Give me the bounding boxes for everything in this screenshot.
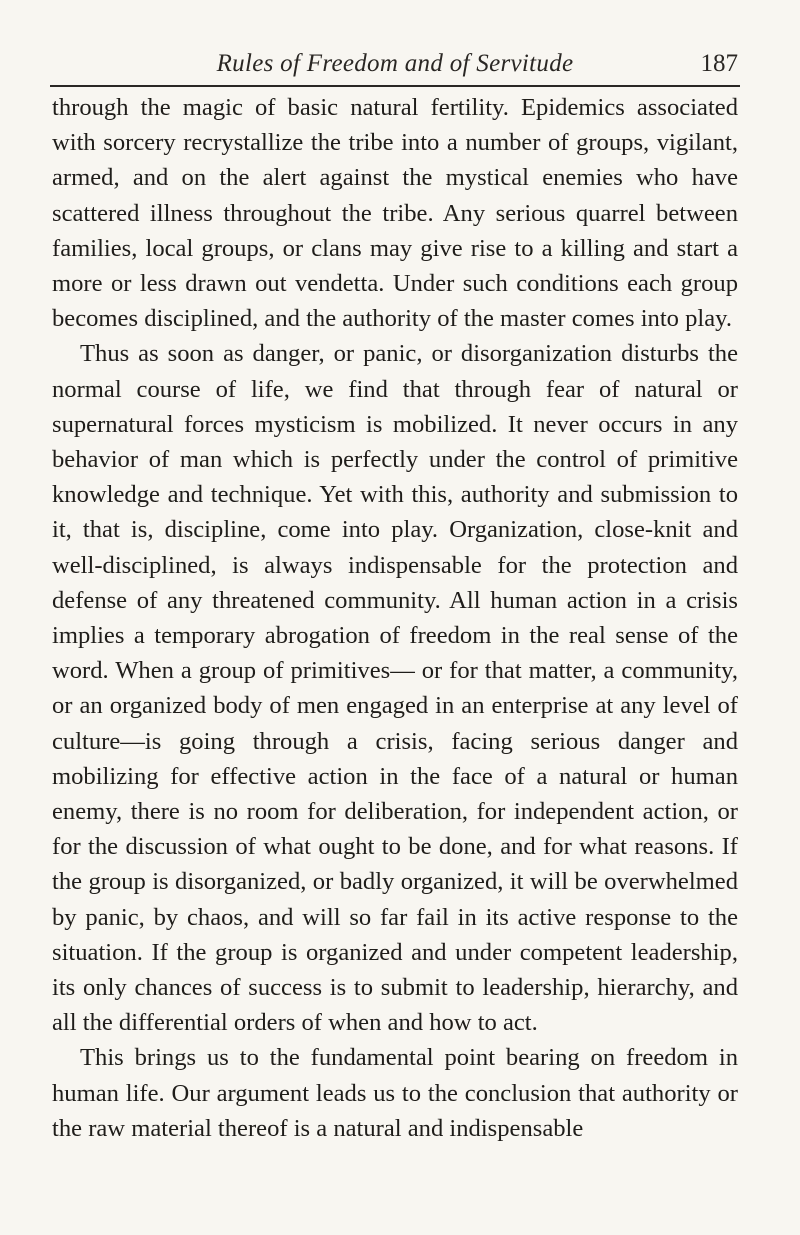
page-number: 187 <box>700 50 738 77</box>
running-head <box>52 50 738 86</box>
running-title: Rules of Freedom and of Servitude <box>216 50 574 77</box>
paragraph: Thus as soon as danger, or panic, or disorganization disturbs the normal course of life, we find that through fear of natural or supernatural forces mysticism is mobilized. It never occurs in any behavior of man which is perfectly under the control of primitive knowledge and technique. Yet with this, authority and submission to it, that is, discipline, come into play. Organization, close-knit and well-disciplined, is always indispensable for the protection and defense of any threatened community. All human action in a crisis implies a temporary abrogation of freedom in the real sense of the word. When a group of primitives— or for that matter, a community, or an organized body of men engaged in an enterprise at any level of culture—is going through a crisis, facing serious danger and mobilizing for effective action in the face of a natural or human enemy, there is no room for deliberation, for independent action, or for the discussion of what ought to be done, and for what reasons. If the group is disorganized, or badly organized, it will be overwhelmed by panic, by chaos, and will so far fail in its active response to the situation. If the group is organized and under competent leadership, its only chances of success is to submit to leadership, hierarchy, and all the differential orders of when and how to act. <box>52 340 738 1037</box>
paragraph-continuation: through the magic of basic natural fertility. Epidemics associated with sorcery recrystallize the tribe into a number of groups, vigilant, armed, and on the alert against the mystical enemies who have scattered illness throughout the tribe. Any serious quarrel between families, local groups, or clans may give rise to a killing and start a more or less drawn out vendetta. Under such conditions each group becomes disciplined, and the authority of the master comes into play. <box>52 94 738 333</box>
header-rule <box>50 85 740 87</box>
paragraph: This brings us to the fundamental point bearing on freedom in human life. Our argument leads us to the conclusion that authority or the raw material thereof is a natural and indispensable <box>52 1044 738 1142</box>
body-text <box>52 90 738 1146</box>
